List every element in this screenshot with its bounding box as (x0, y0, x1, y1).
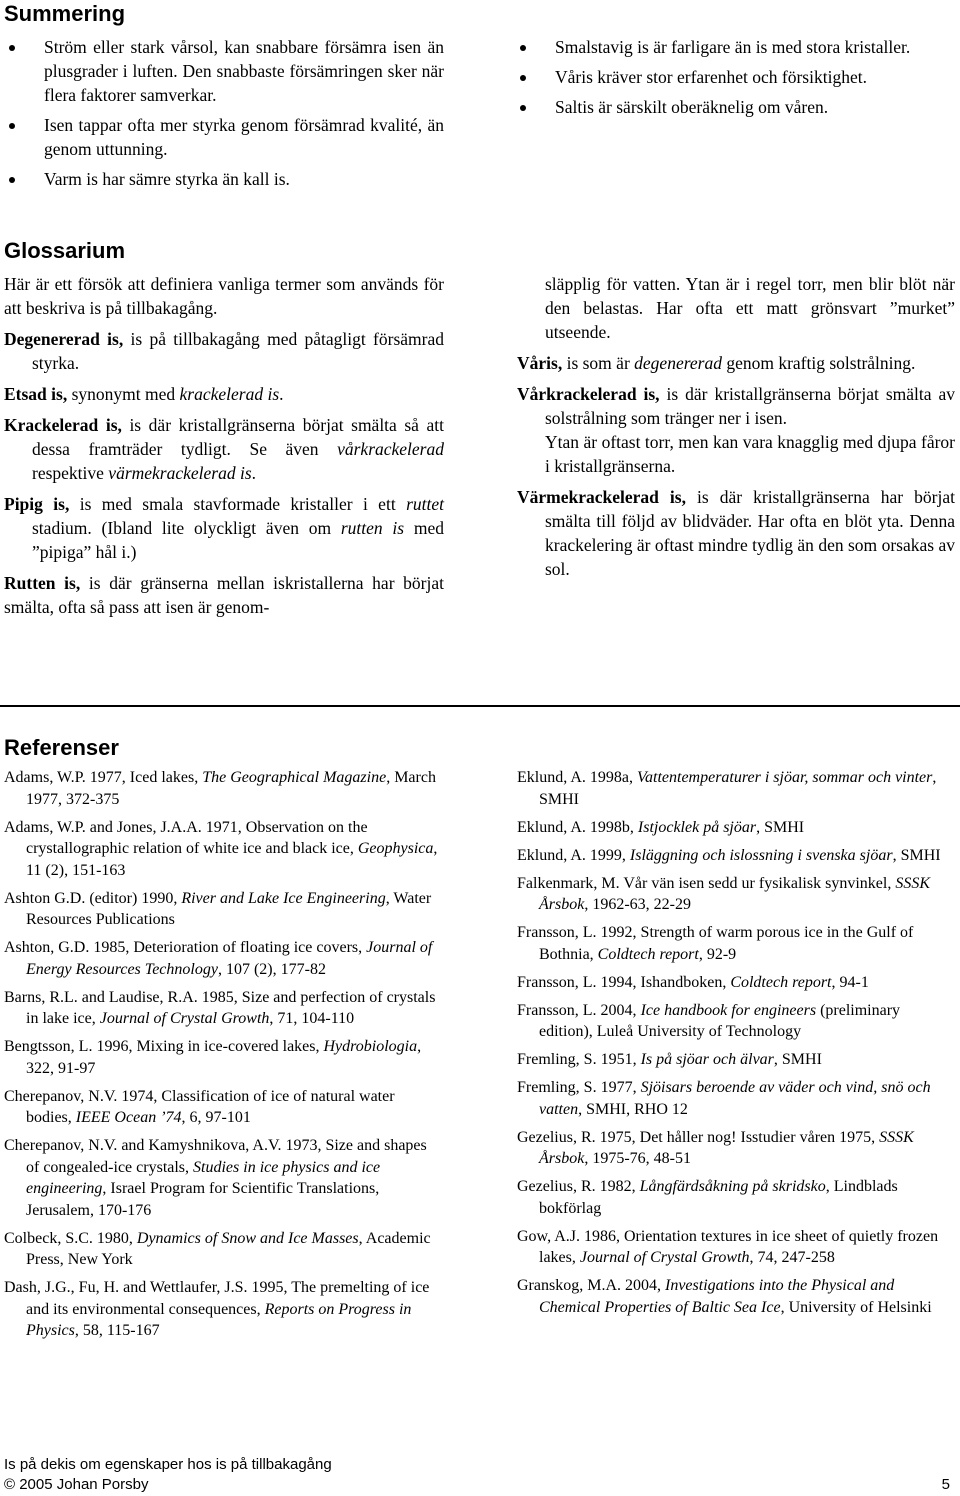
glossary-term: Pipig is, (4, 494, 70, 514)
reference-title: Investigations into the Physical and Chemical Properties of Baltic Sea Ice (539, 1277, 895, 1316)
reference-text: Gezelius, R. 1982, (517, 1178, 640, 1195)
summering-heading: Summering (4, 1, 126, 26)
reference-details: , 92-9 (698, 945, 737, 963)
reference-entry (517, 845, 955, 867)
reference-details: , SMHI, RHO 12 (578, 1100, 688, 1118)
reference-title: Hydrobiologia (323, 1038, 418, 1055)
footer-title: Is på dekis om egenskaper hos is på tillbakagång (4, 1456, 332, 1473)
summering-right-column (515, 35, 955, 125)
reference-text: Barns, R.L. and Laudise, R.A. 1985, Size and perfection of crystals in lake ice, (4, 988, 436, 1027)
glossary-entry (517, 485, 955, 581)
glossary-term: Degenererad is, (4, 329, 124, 349)
section-divider (0, 705, 960, 707)
reference-details: , 1975-76, 48-51 (584, 1150, 691, 1167)
reference-title: Journal of Crystal Growth (99, 1010, 270, 1027)
glossary-definition: is med smala stavformade kristaller i ett (69, 494, 407, 514)
reference-text: Fransson, L. 2004, (517, 1001, 641, 1019)
glossary-reference: ruttet (406, 494, 444, 514)
glossary-definition: is där kristallgränserna börjat smälta av solstrålning som tränger ner i isen. (545, 384, 955, 428)
bullet-item (515, 35, 955, 59)
reference-entry (517, 922, 955, 965)
reference-entry (517, 1275, 955, 1318)
bullet-item (515, 95, 955, 119)
glossary-definition: is där kristallgränserna har börjat smälta till följd av blidväder. Har ofta en blöt yta. Denna krackelering är oftast mindre tydlig än den som orsakas av sol. (545, 487, 955, 579)
bullet-item (515, 65, 955, 89)
glossary-reference: degenererad (634, 353, 722, 373)
glossary-definition-mid: stadium. (Ibland lite olyckligt även om (32, 518, 341, 538)
reference-title: Istjocklek på sjöar (637, 818, 757, 836)
reference-entry (4, 1277, 444, 1342)
reference-title: Coldtech report (730, 973, 832, 991)
glossary-definition: is som är (562, 353, 635, 373)
glossary-definition-tail: genom kraftig solstrålning. (721, 353, 916, 373)
reference-entry (517, 817, 955, 839)
reference-title: The Geographical Magazine (202, 769, 387, 786)
reference-title: Is på sjöar och älvar (640, 1051, 774, 1068)
bullet-item (4, 167, 444, 191)
bullet-text: Saltis är särskilt oberäknelig om våren. (555, 97, 829, 117)
reference-text: Eklund, A. 1998a, (517, 769, 637, 786)
reference-entry (4, 987, 444, 1030)
reference-title: Dynamics of Snow and Ice Masses (136, 1229, 359, 1247)
reference-details: , Academic Press, New York (26, 1229, 431, 1268)
reference-title: SSSK Årsbok (539, 874, 930, 913)
reference-details: (preliminary edition), Luleå University of Technology (539, 1001, 901, 1040)
glossary-entry-extra: Ytan är oftast torr, men kan vara knagglig med djupa fåror i kristallgränserna. (545, 432, 955, 476)
glossary-definition: is där kristallgränserna börjat smälta så att dessa framträder tydligt. Se även (32, 415, 444, 459)
page-number: 5 (941, 1476, 950, 1493)
reference-title: Isläggning och islossning i svenska sjöar (629, 846, 893, 864)
reference-details: , 11 (2), 151-163 (26, 840, 438, 879)
references-right-column (517, 767, 955, 1325)
reference-text: Fremling, S. 1977, (517, 1079, 641, 1096)
reference-entry (517, 873, 955, 916)
glossarium-right-column (517, 272, 955, 588)
glossary-reference: krackelerad is (179, 384, 280, 404)
reference-text: Ashton G.D. (editor) 1990, (4, 889, 182, 907)
glossary-entry (4, 382, 444, 406)
reference-title: Ice handbook for engineers (640, 1001, 817, 1019)
glossary-term: Krackelerad is, (4, 415, 122, 435)
reference-details: , 1962-63, 22-29 (584, 896, 691, 913)
reference-text: Adams, W.P. and Jones, J.A.A. 1971, Observation on the crystallographic relation of white ice and black ice, (4, 818, 368, 857)
bullet-icon (9, 177, 15, 183)
reference-title: IEEE Ocean ’74 (75, 1109, 182, 1126)
bullet-icon (9, 45, 15, 51)
reference-details: , SMHI (539, 769, 937, 808)
bullet-icon (520, 75, 526, 81)
glossary-entry (517, 351, 955, 375)
reference-title: Coldtech report (597, 945, 699, 963)
glossarium-heading: Glossarium (4, 238, 126, 263)
reference-entry (4, 1135, 444, 1221)
glossarium-left-column (4, 272, 444, 626)
reference-details: , March 1977, 372-375 (26, 769, 436, 808)
referenser-heading: Referenser (4, 735, 119, 760)
reference-entry (517, 1000, 955, 1043)
reference-text: Bengtsson, L. 1996, Mixing in ice-covered lakes, (4, 1038, 324, 1055)
bullet-icon (520, 105, 526, 111)
reference-text: Cherepanov, N.V. 1974, Classification of ice of natural water bodies, (4, 1087, 395, 1126)
footer-copyright: © 2005 Johan Porsby (4, 1476, 149, 1493)
reference-entry (4, 1086, 444, 1129)
reference-entry (4, 817, 444, 882)
reference-entry (517, 767, 955, 810)
reference-details: , 6, 97-101 (181, 1109, 251, 1126)
glossary-entry (4, 492, 444, 564)
glossary-term: Vårkrackelerad is, (517, 384, 660, 404)
reference-entry (517, 1176, 955, 1219)
summering-right-list (515, 35, 955, 119)
glossary-definition: is där gränserna mellan iskristallerna har börjat smälta, ofta så pass att isen är genom- (4, 573, 444, 617)
glossary-entry-continuation: släpplig för vatten. Ytan är i regel torr, men blir blöt när den belastas. Har ofta ett matt grönsvart ”murket” utseende. (545, 274, 955, 342)
bullet-text: Våris kräver stor erfarenhet och försiktighet. (555, 67, 867, 87)
glossary-entry (4, 413, 444, 485)
reference-text: Gezelius, R. 1975, Det håller nog! Isstudier våren 1975, (517, 1128, 880, 1146)
reference-entry (4, 937, 444, 980)
reference-title: Journal of Crystal Growth (579, 1249, 750, 1266)
reference-title: Långfärdsåkning på skridsko (639, 1178, 826, 1195)
reference-text: Gow, A.J. 1986, Orientation textures in ice sheet of quietly frozen lakes, (517, 1227, 939, 1266)
summering-left-list (4, 35, 444, 191)
reference-details: , 94-1 (831, 973, 869, 991)
glossary-reference: rutten is (340, 518, 405, 538)
reference-entry (517, 1077, 955, 1120)
glossary-definition-tail: med ”pipiga” hål i.) (32, 518, 444, 562)
reference-title: Sjöisars beroende av väder och vind, snö och vatten (539, 1079, 931, 1118)
reference-title: Journal of Energy Resources Technology (26, 939, 433, 978)
bullet-text: Ström eller stark vårsol, kan snabbare försämra isen än plusgrader i luften. Den snabbaste försämringen sker när flera faktorer samverkar. (44, 37, 444, 105)
summering-left-column (4, 35, 444, 197)
glossary-term: Rutten is, (4, 573, 81, 593)
reference-details: , SMHI (892, 846, 941, 864)
reference-details: , SMHI (756, 818, 805, 836)
reference-details: , SMHI (773, 1051, 822, 1068)
reference-text: Colbeck, S.C. 1980, (4, 1229, 137, 1247)
glossary-entry (4, 327, 444, 375)
reference-details: , Lindblads bokförlag (539, 1178, 898, 1217)
glossary-definition: is på tillbakagång med påtagligt försämrad styrka. (32, 329, 444, 373)
reference-text: Ashton, G.D. 1985, Deterioration of floating ice covers, (4, 939, 367, 956)
glossarium-intro: Här är ett försök att definiera vanliga termer som används för att beskriva is på tillbakagång. (4, 274, 444, 318)
reference-text: Fransson, L. 1994, Ishandboken, (517, 973, 731, 991)
glossary-term: Etsad is, (4, 384, 68, 404)
reference-entry (4, 1228, 444, 1271)
references-left-column (4, 767, 444, 1348)
reference-details: , Israel Program for Scientific Translations, Jerusalem, 170-176 (26, 1180, 380, 1219)
reference-details: , University of Helsinki (780, 1298, 932, 1316)
reference-text: Granskog, M.A. 2004, (517, 1277, 665, 1294)
reference-details: , 322, 91-97 (26, 1038, 422, 1077)
bullet-icon (520, 45, 526, 51)
glossary-definition: synonymt med (67, 384, 180, 404)
reference-title: SSSK Årsbok (539, 1128, 914, 1167)
reference-title: Studies in ice physics and ice engineering (26, 1158, 381, 1197)
bullet-item (4, 35, 444, 107)
reference-text: Adams, W.P. 1977, Iced lakes, (4, 769, 203, 786)
reference-details: , 107 (2), 177-82 (217, 960, 326, 978)
bullet-text: Isen tappar ofta mer styrka genom försämrad kvalité, än genom uttunning. (44, 115, 444, 159)
reference-title: Reports on Progress in Physics (26, 1300, 412, 1339)
reference-details: , 74, 247-258 (749, 1249, 835, 1266)
reference-text: Cherepanov, N.V. and Kamyshnikova, A.V. 1973, Size and shapes of congealed-ice crystals, (4, 1137, 427, 1176)
reference-title: River and Lake Ice Engineering (181, 889, 386, 907)
reference-entry (517, 1127, 955, 1170)
reference-text: Dash, J.G., Fu, H. and Wettlaufer, J.S. 1995, The premelting of ice and its environmental consequences, (4, 1279, 430, 1318)
reference-entry (4, 888, 444, 931)
reference-text: Eklund, A. 1998b, (517, 818, 638, 836)
reference-entry (4, 1036, 444, 1079)
reference-entry (517, 1226, 955, 1269)
glossary-entry (517, 382, 955, 430)
bullet-icon (9, 123, 15, 129)
glossary-reference: vårkrackelerad (337, 439, 444, 459)
glossary-definition-mid: respektive (32, 463, 109, 483)
reference-title: Vattentemperaturer i sjöar, sommar och vinter (637, 769, 933, 786)
glossary-definition-tail: . (251, 463, 257, 483)
reference-text: Eklund, A. 1999, (517, 846, 630, 864)
reference-details: , 71, 104-110 (269, 1010, 355, 1027)
reference-text: Falkenmark, M. Vår vän isen sedd ur fysikalisk synvinkel, (517, 874, 896, 892)
glossary-term: Värmekrackelerad is, (517, 487, 686, 507)
bullet-text: Varm is har sämre styrka än kall is. (44, 169, 290, 189)
glossary-reference: värmekrackelerad is (108, 463, 252, 483)
reference-details: , Water Resources Publications (26, 889, 432, 928)
reference-entry (517, 972, 955, 994)
glossary-term: Våris, (517, 353, 563, 373)
reference-title: Geophysica (357, 840, 434, 857)
reference-text: Fransson, L. 1992, Strength of warm porous ice in the Gulf of Bothnia, (517, 924, 914, 963)
reference-entry (4, 767, 444, 810)
reference-entry (517, 1049, 955, 1071)
glossary-definition-tail: . (279, 384, 284, 404)
reference-details: , 58, 115-167 (74, 1322, 160, 1339)
bullet-text: Smalstavig is är farligare än is med stora kristaller. (555, 37, 911, 57)
reference-text: Fremling, S. 1951, (517, 1051, 641, 1068)
bullet-item (4, 113, 444, 161)
glossary-entry (4, 571, 444, 619)
